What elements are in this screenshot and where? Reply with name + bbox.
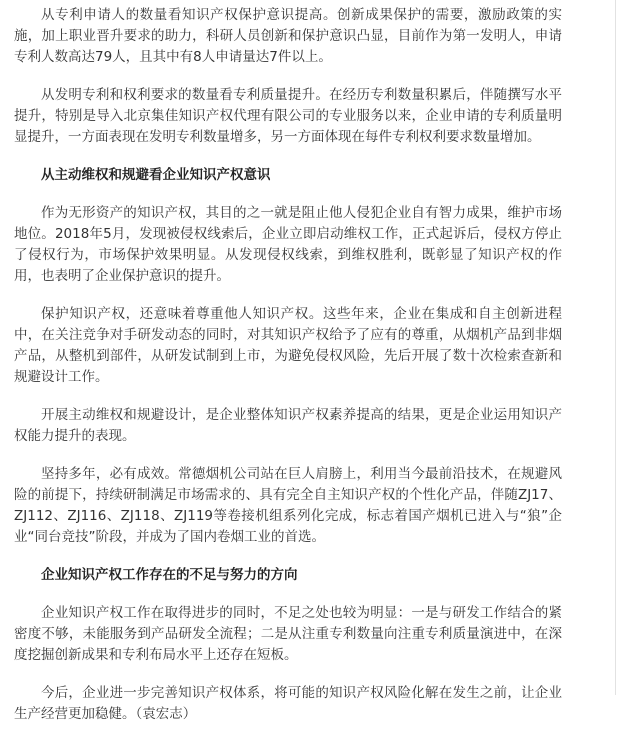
paragraph-applicant-count: 从专利申请人的数量看知识产权保护意识提高。创新成果保护的需要，激励政策的实施，加上职业晋升要求的助力，科研人员创新和保护意识凸显，目前作为第一发明人，申请专利人数高达79人，且其中有8人申请量达7件以上。: [14, 7, 562, 65]
article-body: [14, 5, 562, 742]
paragraph-respect-ip: 保护知识产权，还意味着尊重他人知识产权。这些年来，企业在集成和自主创新进程中，在关注竞争对手研发动态的同时，对其知识产权给予了应有的尊重，从烟机产品到非烟产品，从整机到部件，从研发试制到上市，为避免侵权风险，先后开展了数十次检索查新和规避设计工作。: [14, 306, 562, 385]
paragraph-ip-literacy: 开展主动维权和规避设计，是企业整体知识产权素养提高的结果，更是企业运用知识产权能力提升的表现。: [14, 407, 562, 444]
paragraph-patent-quality: 从发明专利和权利要求的数量看专利质量提升。在经历专利数量积累后，伴随撰写水平提升，特别是导入北京集佳知识产权代理有限公司的专业服务以来，企业申请的专利质量明显提升，一方面表现在发明专利数量增多，另一方面体现在每件专利权利要求数量增加。: [14, 87, 562, 145]
paragraph-conclusion: 今后，企业进一步完善知识产权体系，将可能的知识产权风险化解在发生之前，让企业生产经营更加稳健。（袁宏志）: [14, 685, 562, 722]
paragraph-intangible-assets: 作为无形资产的知识产权，其目的之一就是阻止他人侵犯企业自有智力成果，维护市场地位。2018年5月，发现被侵权线索后，企业立即启动维权工作，正式起诉后，侵权方停止了侵权行为，市场保护效果明显。从发现侵权线索，到维权胜利，既彰显了知识产权的作用，也表明了企业保护意识的提升。: [14, 205, 562, 284]
section-heading-rights-protection: 从主动维权和规避看企业知识产权意识: [41, 167, 271, 183]
paragraph-results: 坚持多年，必有成效。常德烟机公司站在巨人肩膀上，利用当今最前沿技术，在规避风险的前提下，持续研制满足市场需求的、具有完全自主知识产权的个性化产品，伴随ZJ17、ZJ112、ZJ116、ZJ118、ZJ119等卷接机组系列化完成，标志着国产烟机已进入与“狼”企业“同台竞技”阶段，并成为了国内卷烟工业的首选。: [14, 466, 562, 545]
page-edge-divider: [615, 0, 616, 695]
paragraph-shortcomings: 企业知识产权工作在取得进步的同时，不足之处也较为明显：一是与研发工作结合的紧密度不够，未能服务到产品研发全流程；二是从注重专利数量向注重专利质量演进中，在深度挖掘创新成果和专利布局水平上还存在短板。: [14, 605, 562, 663]
section-heading-shortcomings: 企业知识产权工作存在的不足与努力的方向: [41, 567, 298, 583]
